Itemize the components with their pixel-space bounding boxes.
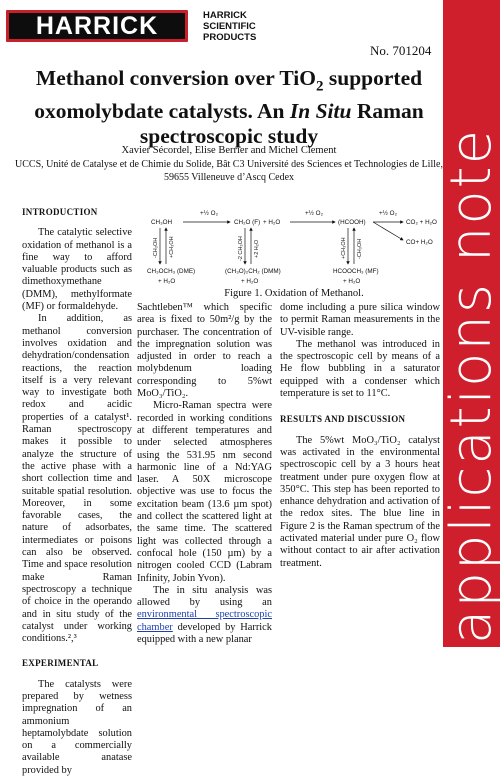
title-subscript: 2 [316, 78, 324, 95]
right-paragraph-3: The 5%wt MoO₃/TiO₂ catalyst was activated in the environmental spectroscopic cell by a 3 hours heat treatment under pure oxygen flow at 350°C. This step has been reported to enhance dehydration and activation of the redox sites. The blue line in Figure 2 is the Raman spectrum of the activated material under pure O₂ flow without contact to air after activation treatment. [280, 434, 440, 569]
label-v2a: -2 CH₃OH [238, 236, 244, 261]
label-dmm: (CH₃O)₂CH₂ (DMM) [225, 268, 281, 275]
experimental-paragraph-1: The catalysts were prepared by wetness impregnation of an ammonium heptamolybdate solution on a commercially available anatase provided by [22, 678, 132, 776]
left-column [22, 206, 132, 777]
harrick-logo [6, 10, 188, 42]
right-paragraph-2: The methanol was introduced in the spectroscopic cell by means of a He flow bubbling in a saturator equipped with a condenser which temperature is set to 11°C. [280, 338, 440, 400]
label-dme: CH₃OCH₃ (DME) [147, 268, 196, 275]
mid-p3-text: developed by Harrick equipped with a new planar [137, 621, 272, 646]
label-mf: HCOOCH₃ (MF) [333, 268, 379, 275]
paper-title [14, 66, 444, 149]
label-v2b: +2 H₂O [254, 239, 260, 258]
label-co: CO+ H₂O [406, 239, 433, 246]
title-part: supported [323, 66, 423, 90]
middle-column [137, 302, 272, 646]
title-italic: In Situ [289, 99, 352, 124]
title-part: spectroscopic study [139, 124, 319, 149]
mid-p3-text: The in situ analysis was allowed by using an [137, 584, 272, 609]
affiliation-line: UCCS, Unité de Catalyse et de Chimie du Solide, Bât C3 Université des Sciences et Technologies de Lille, [15, 159, 443, 170]
banner-text: applications note [439, 127, 504, 644]
results-heading: RESULTS AND DISCUSSION [280, 414, 406, 425]
authors: Xavier Sécordel, Elise Berrier and Michel Clement [121, 145, 337, 156]
right-column [280, 302, 440, 570]
label-co2: CO₂ + H₂O [406, 219, 437, 226]
label-o2-b: +½ O₂ [305, 210, 324, 217]
label-ch2o: CH₂O (F) [234, 219, 261, 226]
logo-text: HARRICK [35, 11, 159, 40]
affiliation [14, 159, 444, 184]
title-part: Raman [351, 99, 424, 124]
label-hcooh: (HCOOH) [338, 219, 366, 226]
environmental-chamber-link[interactable]: environmental spectroscopic chamber [137, 609, 272, 633]
title-part: Methanol conversion over TiO [35, 66, 317, 90]
intro-paragraph-2: In addition, as methanol conversion involves oxidation and dehydration/condensation reactions, the reaction itself is a very relevant way to investigate both redox and acidic properties of a catalyst¹. Raman spectroscopy makes it possible to analyze the structure of the active phase with a short collection time and suitable spatial resolution. Moreover, in some favorable cases, the nature of adsorbates, intermediates or poisons can also be observed. Time and space resolution make Raman spectroscopy a technique of choice in the operando and in situ study of the catalyst under working conditions.²,³ [22, 313, 132, 645]
side-banner [439, 0, 504, 647]
title-part: oxomolybdate catalysts. An [34, 99, 290, 124]
mid-paragraph-2: Micro-Raman spectra were recorded in working conditions at different temperatures and under selected atmospheres using the 531.95 nm second harmonic line of a Nd:YAG laser. A 50X microscope objective was use to focus the excitation beam (13.6 µm spot) and collect the scattered light at the same time. The scattered light was collected through a confocal hole (150 µm) by a nitrogen cooled CCD (Labram Infinity, Jobin Yvon). [137, 400, 272, 584]
logo-sub-line: PRODUCTS [203, 32, 257, 43]
label-o2-a: +½ O₂ [200, 210, 219, 217]
label-h2o-3: + H₂O [343, 278, 361, 285]
document-number: No. 701204 [370, 43, 432, 58]
introduction-heading: INTRODUCTION [22, 207, 98, 217]
label-v1b: +CH₃OH [169, 236, 175, 258]
experimental-heading: EXPERIMENTAL [22, 658, 99, 669]
logo-sub-line: HARRICK [203, 10, 247, 21]
logo-subtitle [203, 10, 313, 43]
mid-paragraph-1: Sachtleben™ which specific area is fixed to 50m²/g by the purchaser. The concentration of the impregnation solution was adjusted in order to reach a molybdenum loading corresponding to 5%wt MoO₃/TiO₂. [137, 302, 272, 400]
arrow-4 [373, 222, 403, 240]
label-o2-c: +½ O₂ [379, 210, 398, 217]
right-paragraph-1: dome including a pure silica window to permit Raman measurements in the UV-visible range. [280, 302, 440, 338]
label-h2o-a: + H₂O [263, 219, 281, 226]
mid-paragraph-3 [137, 585, 272, 646]
logo-sub-line: SCIENTIFIC [203, 21, 256, 32]
affiliation-line: 59655 Villeneuve d’Ascq Cedex [163, 171, 295, 183]
label-h2o-1: + H₂O [158, 278, 176, 285]
figure-caption: Figure 1. Oxidation of Methanol. [224, 288, 364, 299]
label-v1a: -CH₃OH [153, 237, 159, 258]
intro-paragraph-1: The catalytic selective oxidation of methanol is a fine way to afford valuable products such as dimethoxymethane (DMM), methylformate (MF) or formaldehyde. [22, 227, 132, 313]
label-v3a: +CH₃OH [341, 237, 347, 259]
label-ch3oh: CH₃OH [151, 219, 173, 226]
methanol-oxidation-scheme [145, 206, 443, 296]
label-v3b: -CH₃OH [357, 238, 363, 259]
label-h2o-2: + H₂O [241, 278, 259, 285]
